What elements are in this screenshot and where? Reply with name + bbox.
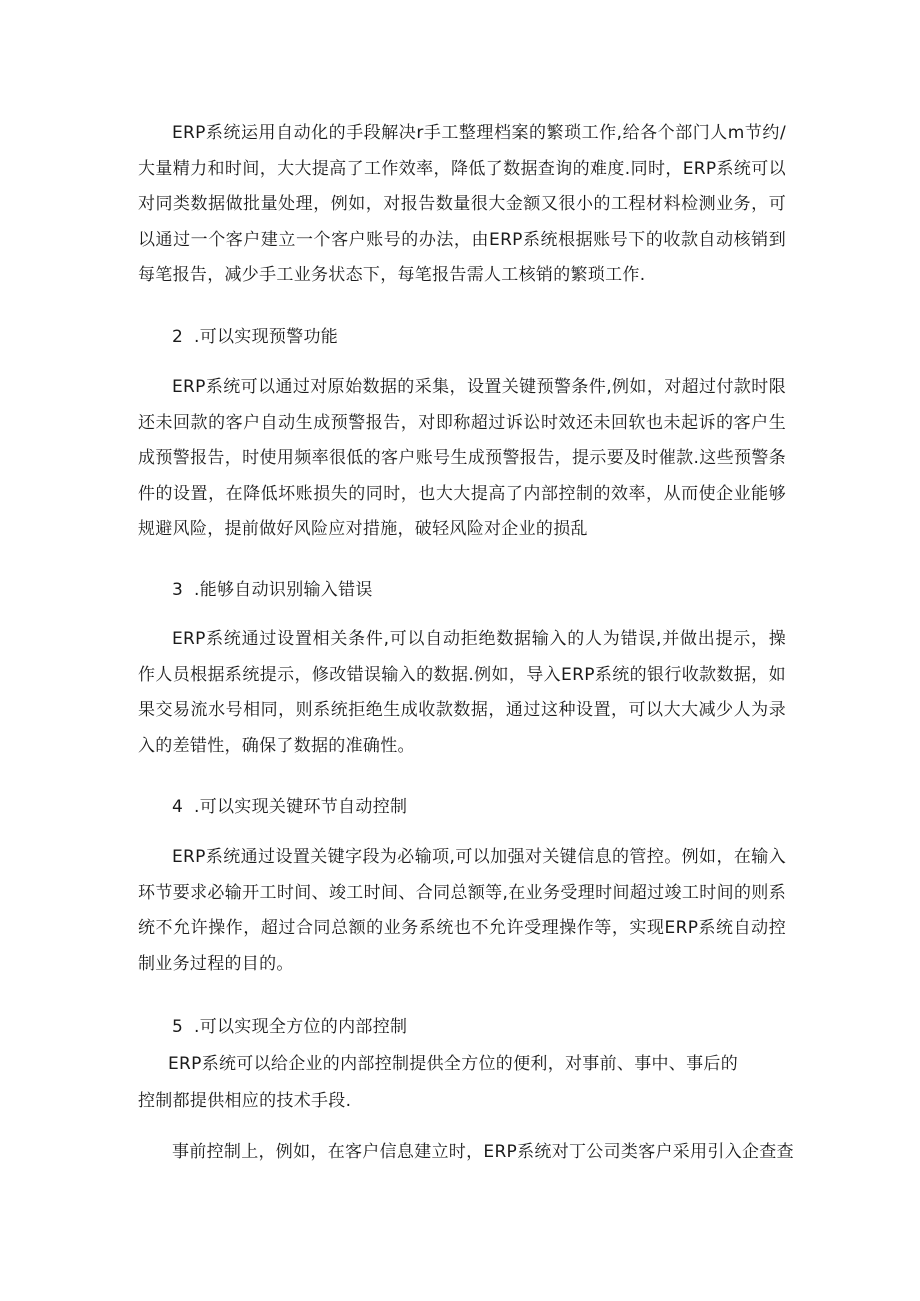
paragraph-erp-automation: ERP系统运用自动化的手段解决r手工整理档案的繁琐工作,给各个部门人m节约/大量精力和时间，大大提高了工作效率，降低了数据查询的难度.同时，ERP系统可以对同类数据做批量处理，例如，对报告数量很大金额又很小的工程材料检测业务，可以通过一个客户建立一个客户账号的办法，由ERP系统根据账号下的收款自动核销到每笔报告，减少手工业务状态下，每笔报告需人工核销的繁琐工作. bbox=[138, 123, 786, 285]
paragraph-all-round-control-continued: 控制都提供相应的技术手段. bbox=[138, 1091, 352, 1111]
section-title: .可以实现关键环节自动控制 bbox=[194, 797, 408, 817]
paragraph-pre-control: 事前控制上，例如，在客户信息建立时，ERP系统对丁公司类客户采用引入企查查 bbox=[172, 1142, 794, 1162]
section-heading-3 bbox=[172, 578, 373, 602]
section-number: 2 bbox=[172, 327, 184, 347]
section-number: 3 bbox=[172, 580, 184, 600]
section-heading-4 bbox=[172, 795, 407, 819]
paragraph-all-round-control: ERP系统可以给企业的内部控制提供全方位的便利，对事前、事中、事后的 bbox=[168, 1054, 739, 1074]
section-number: 4 bbox=[172, 797, 184, 817]
section-heading-2 bbox=[172, 325, 338, 349]
paragraph-input-error-detection: ERP系统通过设置相关条件,可以自动拒绝数据输入的人为错误,并做出提示，操作人员根据系统提示，修改错误输入的数据.例如，导入ERP系统的银行收款数据，如果交易流水号相同，则系统拒绝生成收款数据，通过这种设置，可以大大减少人为录入的差错性，确保了数据的准确性。 bbox=[138, 629, 786, 756]
paragraph-key-step-control: ERP系统通过设置关键字段为必输项,可以加强对关键信息的管控。例如，在输入环节要求必输开工时间、竣工时间、合同总额等,在业务受理时间超过竣工时间的则系统不允许操作，超过合同总额的业务系统也不允许受理操作等，实现ERP系统自动控制业务过程的目的。 bbox=[138, 847, 786, 974]
section-title: .能够自动识别输入错误 bbox=[194, 580, 373, 600]
paragraph-warning-function: ERP系统可以通过对原始数据的采集，设置关键预警条件,例如，对超过付款时限还未回款的客户自动生成预警报告，对即称超过诉讼时效还未回软也未起诉的客户生成预警报告，时使用频率很低的客户账号生成预警报告，提示要及时催款.这些预警条件的设置，在降低坏账损失的同时，也大大提高了内部控制的效率，从而使企业能够规避风险，提前做好风险应对措施，破轻风险对企业的损乱 bbox=[138, 377, 786, 539]
section-number: 5 bbox=[172, 1017, 184, 1037]
section-title: .可以实现全方位的内部控制 bbox=[194, 1017, 408, 1037]
section-title: .可以实现预警功能 bbox=[194, 327, 339, 347]
section-heading-5 bbox=[172, 1015, 407, 1039]
